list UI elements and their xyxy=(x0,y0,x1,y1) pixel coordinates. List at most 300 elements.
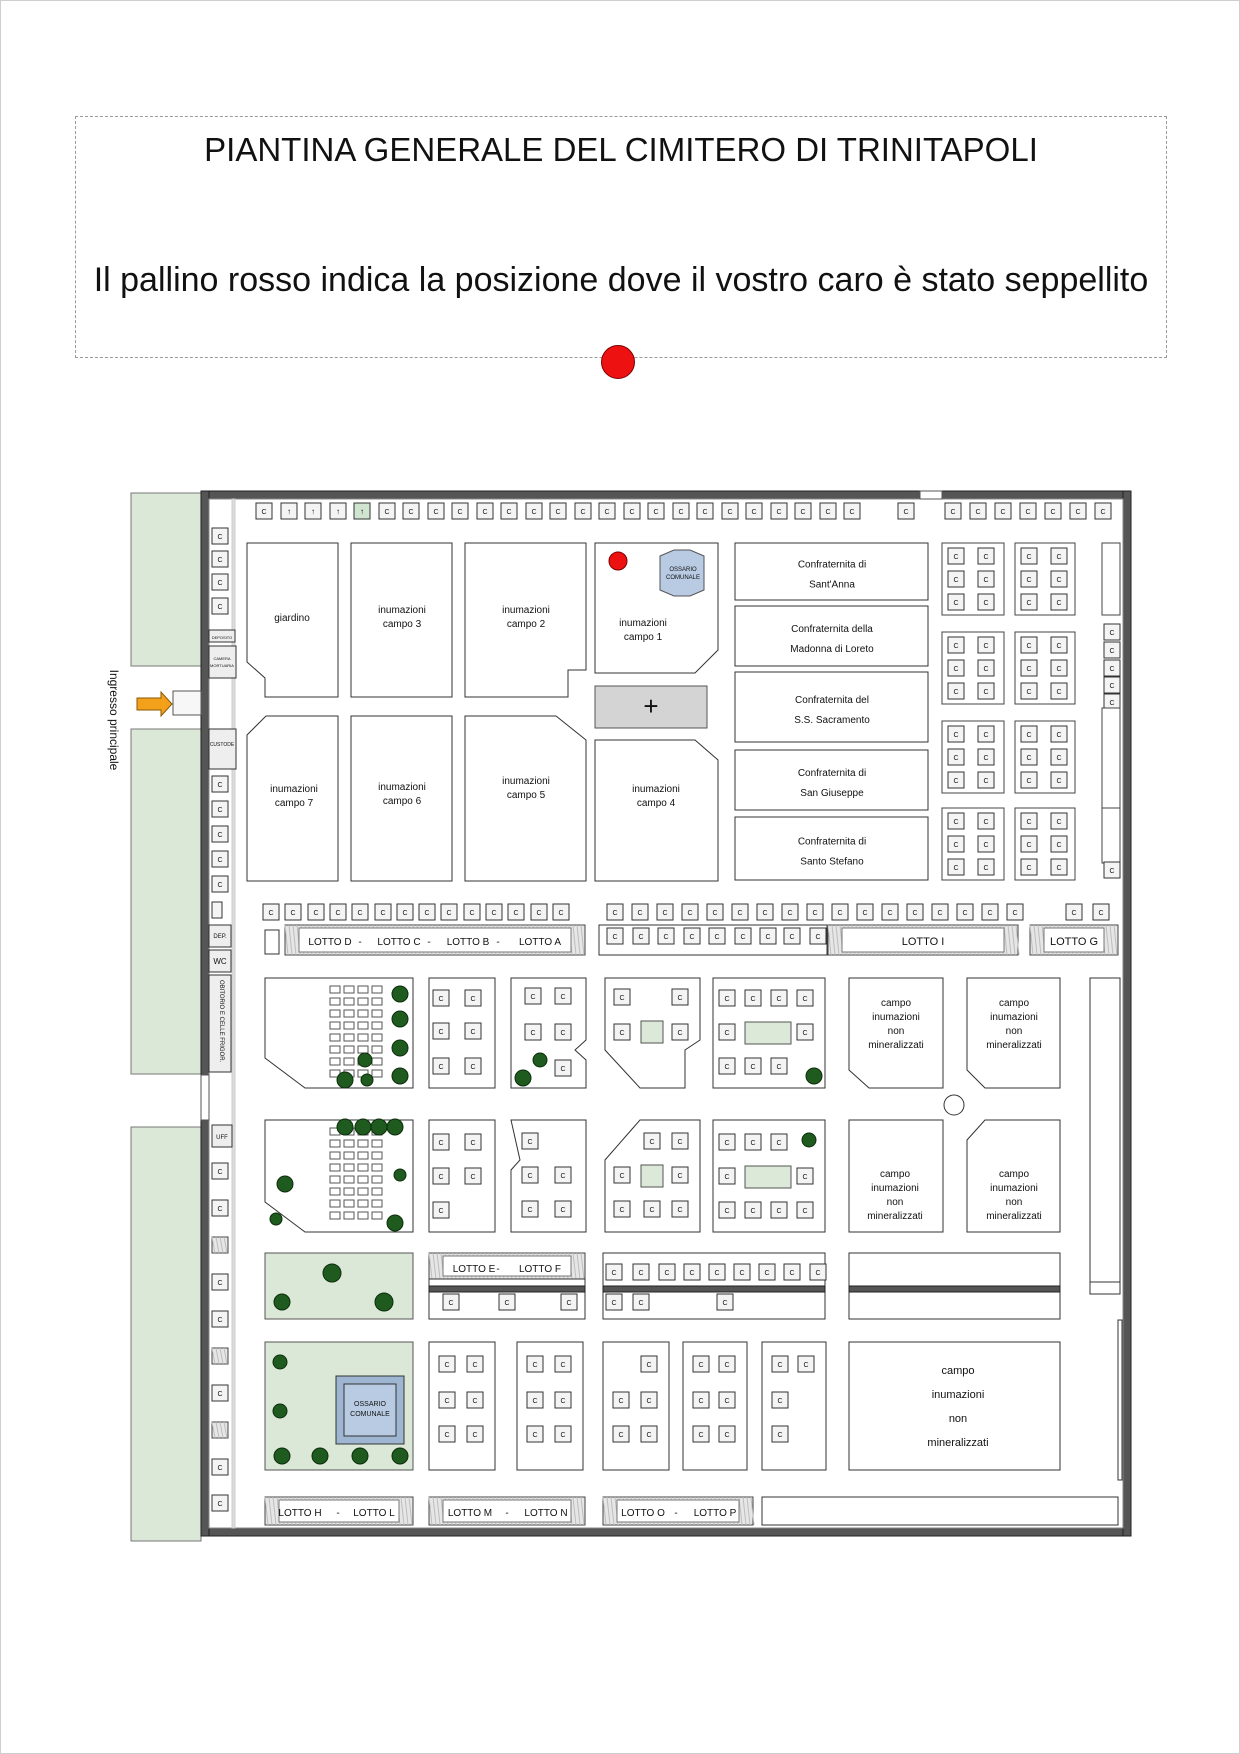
lotto-hl-label: - xyxy=(336,1508,340,1519)
campo-1-label: inumazioni xyxy=(619,618,667,629)
chapel-c-label: C xyxy=(776,1140,782,1147)
lotto-row4-wall xyxy=(603,1286,825,1292)
chapel-c-label: C xyxy=(953,643,959,650)
chapel-c-label: C xyxy=(638,1300,644,1307)
chapel-c-label: C xyxy=(470,996,476,1003)
confraternita-4-label: San Giuseppe xyxy=(800,788,864,799)
campo-non-mineralizzati-label: non xyxy=(948,1413,968,1425)
chapel-c-label: C xyxy=(677,1139,683,1146)
tree-icon xyxy=(515,1070,531,1086)
tree-icon xyxy=(270,1213,282,1225)
chapel-c-label: C xyxy=(975,509,981,516)
chapel-c-label: C xyxy=(470,1064,476,1071)
chapel-c-label: C xyxy=(724,1208,730,1215)
right-end-strip xyxy=(1118,1320,1122,1480)
chapel-c-label: C xyxy=(983,732,989,739)
grave-small xyxy=(372,1034,382,1041)
tree-icon xyxy=(392,1068,408,1084)
campo-7-label: campo 7 xyxy=(274,798,314,809)
grave-small xyxy=(330,1058,340,1065)
page-title: PIANTINA GENERALE DEL CIMITERO DI TRINITAPOLI xyxy=(204,131,1038,168)
grave-small xyxy=(344,1176,354,1183)
chapel-c-label: C xyxy=(446,910,452,917)
chapel-c-label: C xyxy=(1026,577,1032,584)
grave-small xyxy=(330,1188,340,1195)
chapel-c-label: C xyxy=(698,1362,704,1369)
campo-non-mineralizzati-label: campo xyxy=(880,998,912,1009)
tree-icon xyxy=(361,1074,373,1086)
grave-small xyxy=(372,1188,382,1195)
green-strip-2 xyxy=(131,729,201,1074)
chapel-c-label: C xyxy=(444,1362,450,1369)
chapel-c-label: C xyxy=(750,996,756,1003)
chapel-c-label: C xyxy=(1026,732,1032,739)
grave-small xyxy=(330,1176,340,1183)
gate-top xyxy=(920,491,942,499)
chapel-c-label: C xyxy=(776,1208,782,1215)
side-niche-strip xyxy=(1102,543,1120,615)
chapel-c-label: C xyxy=(765,934,771,941)
campo-7-label: inumazioni xyxy=(270,784,318,795)
grave-small xyxy=(330,986,340,993)
chapel-c-label: C xyxy=(612,934,618,941)
chapel-c-label: C xyxy=(611,1300,617,1307)
campo-non-mineralizzati-label: mineralizzati xyxy=(868,1040,924,1051)
chapel-c-label: C xyxy=(649,1139,655,1146)
grave-small xyxy=(330,1022,340,1029)
chapel-c-label: C xyxy=(560,1066,566,1073)
chapel-c-label: C xyxy=(1056,554,1062,561)
chapel-c-label: C xyxy=(335,910,341,917)
chapel-c-label: C xyxy=(472,1362,478,1369)
chapel-c-label: C xyxy=(887,910,893,917)
chapel-c-label: C xyxy=(438,1174,444,1181)
grave-small xyxy=(344,1140,354,1147)
chapel-c-label: C xyxy=(962,910,968,917)
chapel-c-label: C xyxy=(712,910,718,917)
grave-small xyxy=(330,1200,340,1207)
grave-small xyxy=(358,1034,368,1041)
entrance-label: Ingresso principale xyxy=(107,669,121,771)
chapel-c-label: C xyxy=(1098,910,1104,917)
lotto-ef-wall xyxy=(429,1286,585,1292)
chapel-c-label: C xyxy=(646,1398,652,1405)
grave-small xyxy=(372,1212,382,1219)
campo-2-label: campo 2 xyxy=(506,619,546,630)
page-subtitle: Il pallino rosso indica la posizione dove il vostro caro è stato seppellito xyxy=(93,261,1149,299)
chapel-c-label: C xyxy=(649,1207,655,1214)
chapel-c-label: C xyxy=(802,996,808,1003)
confraternita-1-label: Sant'Anna xyxy=(809,579,855,591)
chapel-c-label: C xyxy=(789,1270,795,1277)
dep-label: DEP. xyxy=(213,934,227,940)
chapel-c-label: C xyxy=(953,732,959,739)
campo-5-label: inumazioni xyxy=(502,776,550,787)
side-column-2 xyxy=(1102,808,1120,863)
chapel-c-label: C xyxy=(513,910,519,917)
campo-non-mineralizzati-label: mineralizzati xyxy=(867,1211,923,1222)
chapel-c-label: C xyxy=(1075,509,1081,516)
chapel-c-label: C xyxy=(953,819,959,826)
campo-3-label: inumazioni xyxy=(378,605,426,616)
chapel-c-label: C xyxy=(504,1300,510,1307)
chapel-c-label: C xyxy=(983,666,989,673)
lotto-row1-label: LOTTO C xyxy=(377,937,421,948)
campo-non-mineralizzati-label: campo xyxy=(998,998,1030,1009)
green-strip-1 xyxy=(131,493,201,666)
grave-small xyxy=(344,998,354,1005)
campo-non-mineralizzati-label: inumazioni xyxy=(990,1183,1038,1194)
tree-icon xyxy=(358,1053,372,1067)
right-strip-end xyxy=(1090,1282,1120,1294)
tree-icon xyxy=(533,1053,547,1067)
chapel-c-label: C xyxy=(815,934,821,941)
chapel-c-label: C xyxy=(953,865,959,872)
chapel-c-label: C xyxy=(1109,700,1115,707)
chapel-c-label: C xyxy=(1026,842,1032,849)
grave-small xyxy=(344,1058,354,1065)
grave-small xyxy=(330,1212,340,1219)
chapel-c-label: C xyxy=(1000,509,1006,516)
giardino-label: giardino xyxy=(274,613,310,624)
chapel-c-label: C xyxy=(776,996,782,1003)
grave-small xyxy=(372,998,382,1005)
chapel-c-label: C xyxy=(777,1432,783,1439)
chapel-c-label: C xyxy=(217,807,223,814)
chapel-c-label: C xyxy=(724,996,730,1003)
field-campo-4 xyxy=(595,740,718,881)
chapel-c-label: C xyxy=(638,1270,644,1277)
tree-icon xyxy=(375,1293,393,1311)
lotto-row4-right-wall xyxy=(849,1286,1060,1292)
grave-small xyxy=(330,1034,340,1041)
grave-small xyxy=(358,1188,368,1195)
chapel-c-label: C xyxy=(776,1064,782,1071)
chapel-c-label: C xyxy=(727,509,733,516)
deposito-label: DEPOSITO xyxy=(211,635,233,640)
chapel-c-label: C xyxy=(1050,509,1056,516)
grave-small xyxy=(344,1188,354,1195)
campo-non-mineralizzati-label: campo xyxy=(998,1169,1030,1180)
chapel-c-label: C xyxy=(953,755,959,762)
lotto-mn-label: LOTTO N xyxy=(524,1508,568,1519)
wall-bottom xyxy=(201,1528,1131,1536)
chapel-c-label: C xyxy=(689,1270,695,1277)
green-strip-3 xyxy=(131,1127,201,1541)
chapel-c-label: C xyxy=(787,910,793,917)
camera-mortuaria xyxy=(209,646,236,678)
chapel-c-label: C xyxy=(560,1173,566,1180)
chapel-c-label: C xyxy=(1056,842,1062,849)
lotto-row6-right xyxy=(762,1497,1118,1525)
chapel-c-label: C xyxy=(408,509,414,516)
chapel-c-label: C xyxy=(532,1362,538,1369)
campo-non-mineralizzati-label: non xyxy=(886,1197,904,1208)
chapel-c-label: C xyxy=(789,934,795,941)
tree-icon xyxy=(392,1040,408,1056)
chapel-c-label: C xyxy=(677,995,683,1002)
chapel-c-label: C xyxy=(983,819,989,826)
grass-patch xyxy=(745,1166,791,1188)
campo-2-label: inumazioni xyxy=(502,605,550,616)
chapel-c-label: C xyxy=(1056,689,1062,696)
chapel-c-label: C xyxy=(714,1270,720,1277)
lotto-ef-label: LOTTO E xyxy=(452,1264,496,1275)
chapel-c-label: C xyxy=(677,1173,683,1180)
chapel-c-label: C xyxy=(482,509,488,516)
chapel-c-label: C xyxy=(472,1398,478,1405)
grave-small xyxy=(358,1010,368,1017)
chapel-c-label: C xyxy=(802,1030,808,1037)
chapel-c-label: C xyxy=(724,1432,730,1439)
grave-small xyxy=(372,986,382,993)
chapel-c-label: C xyxy=(689,934,695,941)
grave-small xyxy=(344,1010,354,1017)
custode-label: CUSTODE xyxy=(209,742,235,748)
chapel-c-label: C xyxy=(268,910,274,917)
chapel-c-label: C xyxy=(987,910,993,917)
chapel-c-label: C xyxy=(663,934,669,941)
campo-5-label: campo 5 xyxy=(506,790,546,801)
grave-small xyxy=(344,986,354,993)
chapel-c-label: C xyxy=(724,1064,730,1071)
confraternita-3-label: S.S. Sacramento xyxy=(794,715,870,726)
chapel-c-label: C xyxy=(687,910,693,917)
campo-3-label: campo 3 xyxy=(382,619,422,630)
chapel-c-label: C xyxy=(953,600,959,607)
grave-small xyxy=(358,1200,368,1207)
chapel-c-label: C xyxy=(612,910,618,917)
lotto-row1-label: LOTTO B xyxy=(446,937,490,948)
uff-label: UFF xyxy=(216,1135,228,1141)
chapel-c-label: C xyxy=(702,509,708,516)
chapel-c-label: C xyxy=(983,643,989,650)
chapel-c-label: C xyxy=(800,509,806,516)
grave-small xyxy=(330,998,340,1005)
grass-patch xyxy=(641,1021,663,1043)
ossario-top-label: COMUNALE xyxy=(665,575,701,581)
grave-small xyxy=(330,1046,340,1053)
campo-6-label: inumazioni xyxy=(378,782,426,793)
chapel-c-label: C xyxy=(825,509,831,516)
tree-icon xyxy=(274,1294,290,1310)
campo-4-label: campo 4 xyxy=(636,798,676,809)
grave-small xyxy=(372,1046,382,1053)
lotto-hl-label: LOTTO H xyxy=(278,1508,322,1519)
chapel-c-label: C xyxy=(313,910,319,917)
chapel-c-label: C xyxy=(402,910,408,917)
lotto-mn-label: LOTTO M xyxy=(447,1508,493,1519)
chapel-c-label: C xyxy=(560,1030,566,1037)
lotto-row1-label: - xyxy=(358,937,362,948)
lotto-row1-label: LOTTO A xyxy=(518,937,562,948)
grave-small xyxy=(344,1212,354,1219)
tree-icon xyxy=(806,1068,822,1084)
chapel-c-label: C xyxy=(802,1174,808,1181)
chapel-c-label: C xyxy=(646,1362,652,1369)
grave-small xyxy=(358,1152,368,1159)
grave-small xyxy=(372,1164,382,1171)
small-niche xyxy=(212,902,222,918)
chapel-c-label: C xyxy=(983,577,989,584)
grave-small xyxy=(372,1152,382,1159)
chapel-c-label: C xyxy=(1109,648,1115,655)
chapel-c-label: C xyxy=(531,509,537,516)
lotto-row1-label: LOTTO D xyxy=(308,937,352,948)
chapel-c-label: C xyxy=(1026,666,1032,673)
wall-top xyxy=(201,491,1131,499)
lotto-i-label: LOTTO I xyxy=(901,936,945,948)
chapel-c-label: C xyxy=(724,1174,730,1181)
chapel-c-label: C xyxy=(646,1432,652,1439)
ossario-top xyxy=(660,550,704,596)
lotto-op-label: LOTTO P xyxy=(693,1508,737,1519)
tree-icon xyxy=(387,1215,403,1231)
chapel-c-label: C xyxy=(217,580,223,587)
chapel-c-label: C xyxy=(953,666,959,673)
chapel-c-label: C xyxy=(619,1173,625,1180)
grave-small xyxy=(372,1140,382,1147)
ossario-top-label: OSSARIO xyxy=(669,567,697,573)
chapel-c-label: C xyxy=(777,1398,783,1405)
tomb-arrow-icon: ↑ xyxy=(311,507,315,516)
lotto-op-label: LOTTO O xyxy=(621,1508,665,1519)
camera-mortuaria-label: CAMERA xyxy=(213,656,231,661)
tree-icon xyxy=(355,1119,371,1135)
chapel-c-label: C xyxy=(470,1140,476,1147)
wall-left xyxy=(201,491,209,1536)
grave-small xyxy=(372,1070,382,1077)
chapel-c-label: C xyxy=(470,1174,476,1181)
confraternita-4 xyxy=(735,750,928,810)
chapel-c-label: C xyxy=(953,842,959,849)
tree-icon xyxy=(394,1169,406,1181)
chapel-c-label: C xyxy=(217,1391,223,1398)
chapel-c-label: C xyxy=(912,910,918,917)
confraternita-2-label: Madonna di Loreto xyxy=(790,644,874,655)
tree-icon xyxy=(802,1133,816,1147)
chapel-c-label: C xyxy=(750,1064,756,1071)
entrance-gate xyxy=(173,691,201,715)
campo-non-mineralizzati-label: mineralizzati xyxy=(986,1211,1042,1222)
tree-icon xyxy=(371,1119,387,1135)
chapel-c-label: C xyxy=(1109,630,1115,637)
obitorio-label: OBITORIO E CELLE FRIGOR. xyxy=(218,980,224,1063)
tree-icon xyxy=(392,1448,408,1464)
campo-non-mineralizzati-label: inumazioni xyxy=(931,1389,985,1401)
chapel-c-label: C xyxy=(290,910,296,917)
chapel-c-label: C xyxy=(560,1362,566,1369)
grave-small xyxy=(372,1022,382,1029)
grass-patch xyxy=(745,1022,791,1044)
lotto-g-label: LOTTO G xyxy=(1049,936,1099,948)
roundabout-icon xyxy=(944,1095,964,1115)
chapel-c-label: C xyxy=(472,1432,478,1439)
chapel-c-label: C xyxy=(638,934,644,941)
chapel-c-label: C xyxy=(619,1207,625,1214)
chapel-c-label: C xyxy=(724,1140,730,1147)
chapel-c-label: C xyxy=(438,1208,444,1215)
chapel-c-label: C xyxy=(444,1432,450,1439)
grave-small xyxy=(358,998,368,1005)
chapel-c-label: C xyxy=(217,1169,223,1176)
chapel-c-label: C xyxy=(1056,819,1062,826)
chapel-c-label: C xyxy=(1026,600,1032,607)
chapel-c-label: C xyxy=(983,689,989,696)
chapel-c-label: C xyxy=(662,910,668,917)
chapel-c-label: C xyxy=(1056,865,1062,872)
chapel-c-label: C xyxy=(751,509,757,516)
chapel-c-label: C xyxy=(470,1029,476,1036)
grave-small xyxy=(330,1164,340,1171)
chapel-c-label: C xyxy=(532,1398,538,1405)
chapel-c-label: C xyxy=(1109,868,1115,875)
grave-small xyxy=(358,1046,368,1053)
chapel-c-label: C xyxy=(1026,778,1032,785)
chapel-c-label: C xyxy=(678,509,684,516)
chapel-c-label: C xyxy=(953,778,959,785)
chapel-c-label: C xyxy=(560,1398,566,1405)
chapel-c-label: C xyxy=(1109,683,1115,690)
burial-marker-red-dot xyxy=(609,552,627,570)
grave-small xyxy=(330,1140,340,1147)
campo-non-mineralizzati-label: mineralizzati xyxy=(927,1437,989,1449)
confraternita-5-label: Santo Stefano xyxy=(800,856,864,868)
grave-small xyxy=(344,1152,354,1159)
campo-non-mineralizzati-label: campo xyxy=(879,1169,911,1180)
grave-small xyxy=(344,1164,354,1171)
chapel-c-label: C xyxy=(1056,732,1062,739)
tree-icon xyxy=(337,1072,353,1088)
chapel-c-label: C xyxy=(803,1362,809,1369)
chapel-c-label: C xyxy=(1026,554,1032,561)
chapel-c-label: C xyxy=(750,1208,756,1215)
tree-icon xyxy=(277,1176,293,1192)
chapel-c-label: C xyxy=(619,995,625,1002)
chapel-c-label: C xyxy=(714,934,720,941)
grave-small xyxy=(358,1022,368,1029)
chapel-c-label: C xyxy=(438,996,444,1003)
chapel-c-label: C xyxy=(618,1398,624,1405)
chapel-c-label: C xyxy=(1056,600,1062,607)
chapel-c-label: C xyxy=(677,1207,683,1214)
chapel-c-label: C xyxy=(558,910,564,917)
chapel-c-label: C xyxy=(618,1432,624,1439)
chapel-c-label: C xyxy=(953,577,959,584)
ossario-bottom-label: OSSARIO xyxy=(354,1401,386,1408)
chapel-c-label: C xyxy=(637,910,643,917)
lotto-op-label: - xyxy=(674,1508,678,1519)
chapel-c-label: C xyxy=(217,534,223,541)
grass-patch xyxy=(641,1165,663,1187)
tree-icon xyxy=(387,1119,403,1135)
chapel-c-label: C xyxy=(566,1300,572,1307)
chapel-c-label: C xyxy=(433,509,439,516)
grave-small xyxy=(372,1010,382,1017)
chapel-c-label: C xyxy=(983,865,989,872)
chapel-c-label: C xyxy=(837,910,843,917)
chapel-c-label: C xyxy=(444,1398,450,1405)
chapel-c-label: C xyxy=(424,910,430,917)
confraternita-5 xyxy=(735,817,928,880)
chapel-c-label: C xyxy=(357,910,363,917)
chapel-c-label: C xyxy=(1100,509,1106,516)
ossario-bottom-label: COMUNALE xyxy=(350,1411,390,1418)
chapel-c-label: C xyxy=(536,910,542,917)
confraternita-5-label: Confraternita di xyxy=(797,836,867,848)
chapel-c-label: C xyxy=(724,1398,730,1405)
chapel-c-label: C xyxy=(1056,666,1062,673)
